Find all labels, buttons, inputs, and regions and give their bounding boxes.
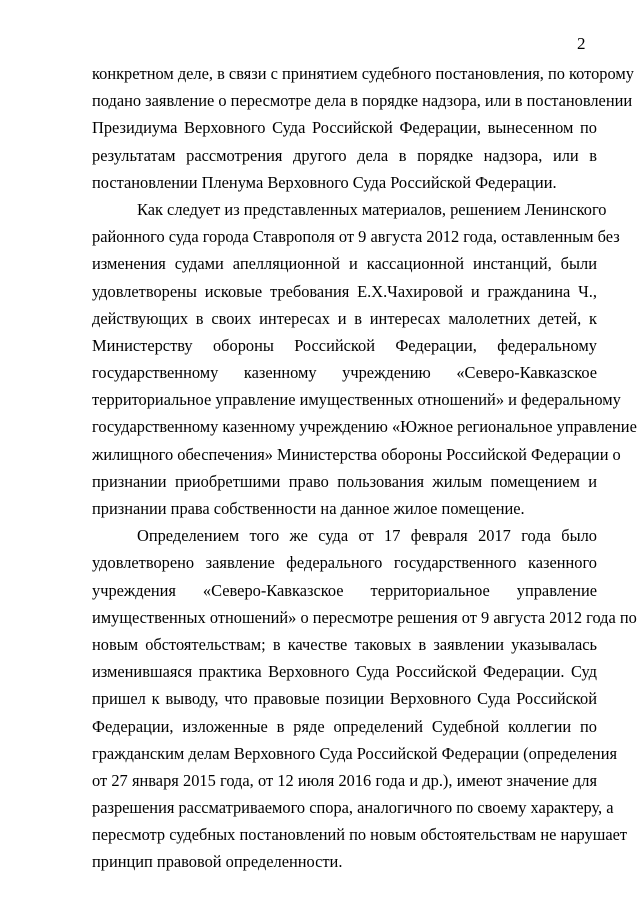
- paragraph-2: [92, 196, 637, 522]
- document-body: [92, 60, 637, 876]
- text-line: постановлении Пленума Верховного Суда Российской Федерации.: [92, 172, 557, 192]
- text-line: конкретном деле, в связи с принятием судебного постановления, по которому: [92, 64, 634, 83]
- text-line: признании приобретшими право пользования жилым помещением и: [92, 471, 597, 491]
- text-line: от 27 января 2015 года, от 12 июля 2016 года и др.), имеют значение для: [92, 770, 597, 790]
- page-number: 2: [577, 34, 586, 53]
- paragraph-1: [92, 60, 634, 196]
- text-line: районного суда города Ставрополя от 9 августа 2012 года, оставленным без: [92, 227, 620, 247]
- text-line: Федерации, изложенные в ряде определений Судебной коллегии по: [92, 716, 597, 736]
- text-line: удовлетворены исковые требования Е.Х.Чахировой и гражданина Ч.,: [92, 281, 597, 301]
- text-line: имущественных отношений» о пересмотре решения от 9 августа 2012 года по: [92, 607, 637, 627]
- text-line: подано заявление о пересмотре дела в порядке надзора, или в постановлении: [92, 91, 633, 111]
- text-line: Определением того же суда от 17 февраля 2017 года было: [137, 526, 597, 546]
- text-line: Как следует из представленных материалов, решением Ленинского: [137, 199, 607, 219]
- text-line: государственному казенному учреждению «Южное региональное управление: [92, 417, 637, 437]
- paragraph-3: [92, 522, 637, 875]
- text-line: Президиума Верховного Суда Российской Федерации, вынесенном по: [92, 118, 597, 138]
- text-line: признании права собственности на данное жилое помещение.: [92, 499, 525, 518]
- text-line: Министерству обороны Российской Федерации, федеральному: [92, 335, 597, 355]
- text-line: принцип правовой определенности.: [92, 852, 343, 872]
- text-line: жилищного обеспечения» Министерства обороны Российской Федерации о: [92, 444, 621, 464]
- text-line: государственному казенному учреждению «Северо-Кавказское: [92, 363, 597, 383]
- text-line: территориальное управление имущественных отношений» и федеральному: [92, 390, 621, 410]
- text-line: действующих в своих интересах и в интересах малолетних детей, к: [92, 308, 597, 328]
- text-line: разрешения рассматриваемого спора, аналогичного по своему характеру, а: [92, 798, 614, 818]
- text-line: изменения судами апелляционной и кассационной инстанций, были: [92, 254, 597, 274]
- text-line: новым обстоятельствам; в качестве таковых в заявлении указывалась: [92, 634, 597, 654]
- text-line: удовлетворено заявление федерального государственного казенного: [92, 553, 597, 573]
- text-line: изменившаяся практика Верховного Суда Российской Федерации. Суд: [92, 662, 597, 682]
- text-line: учреждения «Северо-Кавказское территориальное управление: [92, 580, 597, 600]
- text-line: результатам рассмотрения другого дела в порядке надзора, или в: [92, 145, 597, 165]
- text-line: пересмотр судебных постановлений по новым обстоятельствам не нарушает: [92, 825, 628, 845]
- text-line: гражданским делам Верховного Суда Российской Федерации (определения: [92, 743, 618, 763]
- text-line: пришел к выводу, что правовые позиции Верховного Суда Российской: [92, 689, 597, 709]
